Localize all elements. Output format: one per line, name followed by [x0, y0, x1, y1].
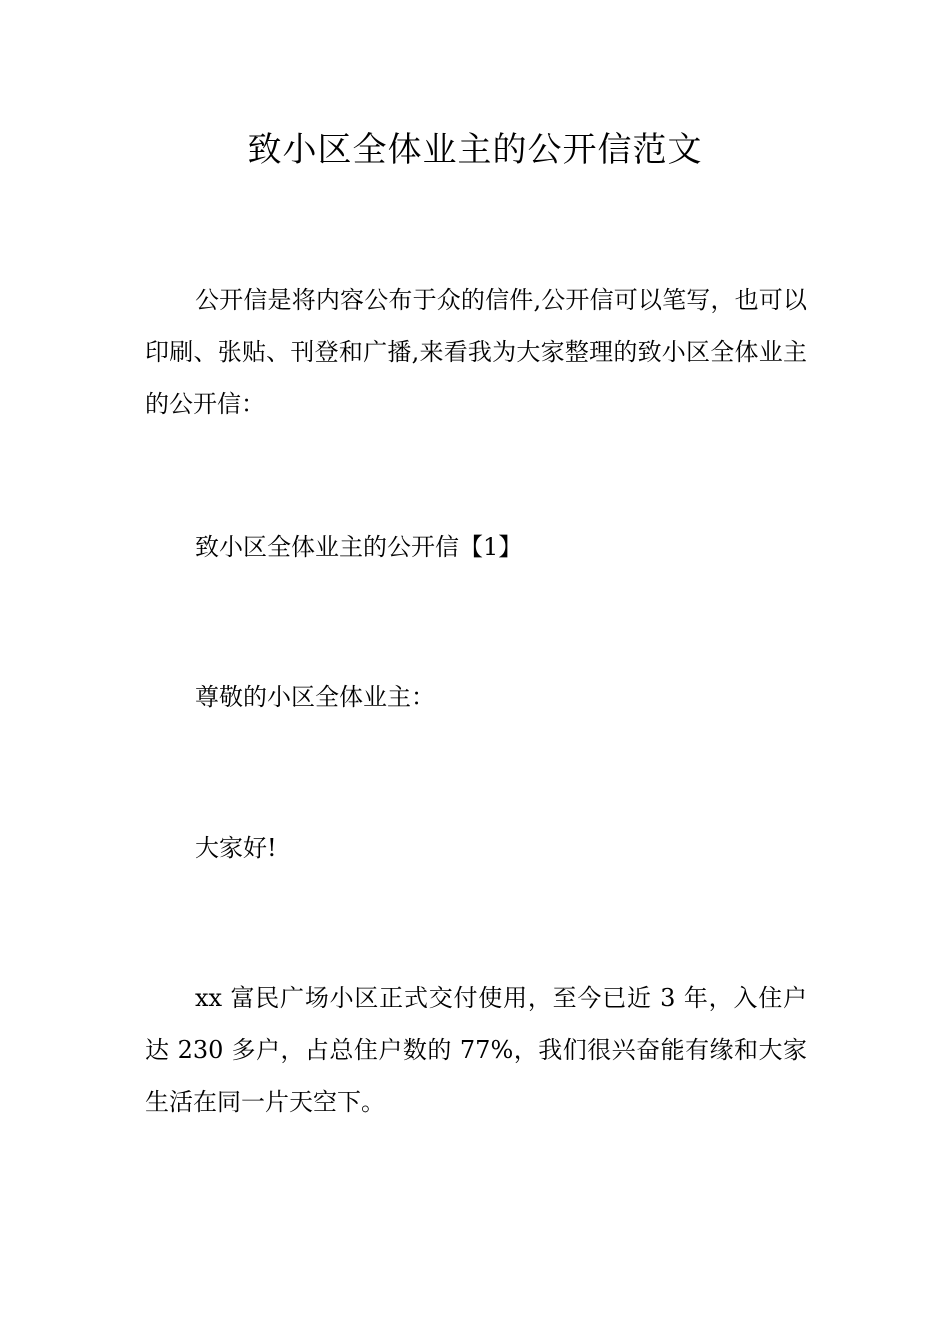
greeting-paragraph: 大家好!: [195, 834, 277, 862]
intro-paragraph: 公开信是将内容公布于众的信件,公开信可以笔写，也可以印刷、张贴、刊登和广播,来看我为大家整理的致小区全体业主的公开信：: [145, 286, 807, 418]
body-paragraph: xx 富民广场小区正式交付使用，至今已近 3 年，入住户达 230 多户，占总住户数的 77%，我们很兴奋能有缘和大家生活在同一片天空下。: [145, 984, 807, 1116]
letter-heading: 致小区全体业主的公开信【1】: [195, 533, 523, 561]
salutation-paragraph: 尊敬的小区全体业主：: [195, 683, 435, 711]
document-title: 致小区全体业主的公开信范文: [247, 130, 703, 170]
